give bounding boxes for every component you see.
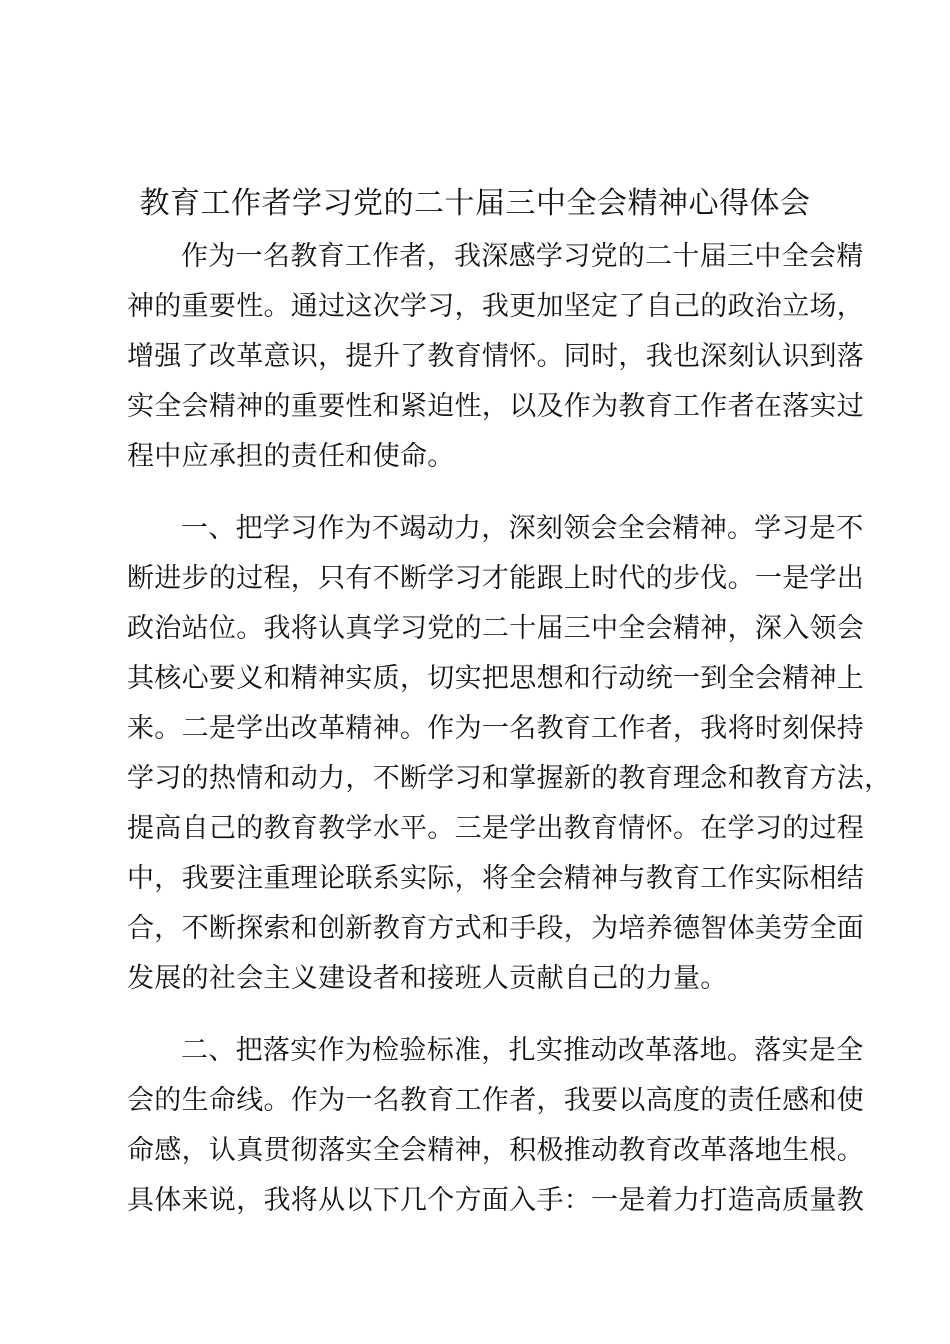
document-body (127, 232, 892, 1226)
paragraph-line: 神的重要性。通过这次学习，我更加坚定了自己的政治立场， (127, 291, 865, 322)
paragraph-line: 一、把学习作为不竭动力，深刻领会全会精神。学习是不 (181, 513, 864, 544)
paragraph-line: 学习的热情和动力，不断学习和掌握新的教育理念和教育方法， (127, 763, 892, 794)
paragraph-line: 二、把落实作为检验标准，扎实推动改革落地。落实是全 (181, 1035, 864, 1066)
paragraph-section-one (127, 504, 892, 1004)
paragraph-spacer (127, 1004, 827, 1026)
paragraph-line: 程中应承担的责任和使命。 (127, 441, 455, 472)
paragraph-line: 提高自己的教育教学水平。三是学出教育情怀。在学习的过程 (127, 813, 865, 844)
paragraph-line: 实全会精神的重要性和紧迫性，以及作为教育工作者在落实过 (127, 391, 865, 422)
paragraph-line: 合，不断探索和创新教育方式和手段，为培养德智体美劳全面 (127, 913, 865, 944)
paragraph-line: 断进步的过程，只有不断学习才能跟上时代的步伐。一是学出 (127, 563, 865, 594)
paragraph-spacer (127, 482, 827, 504)
paragraph-section-two (127, 1026, 865, 1226)
paragraph-line: 来。二是学出改革精神。作为一名教育工作者，我将时刻保持 (127, 713, 865, 744)
paragraph-line: 具体来说，我将从以下几个方面入手：一是着力打造高质量教 (127, 1185, 865, 1216)
paragraph-line: 中，我要注重理论联系实际，将全会精神与教育工作实际相结 (127, 863, 865, 894)
paragraph-line: 增强了改革意识，提升了教育情怀。同时，我也深刻认识到落 (127, 341, 865, 372)
document-title: 教育工作者学习党的二十届三中全会精神心得体会 (139, 186, 811, 221)
paragraph-line: 作为一名教育工作者，我深感学习党的二十届三中全会精 (181, 241, 864, 272)
paragraph-line: 其核心要义和精神实质，切实把思想和行动统一到全会精神上 (127, 663, 865, 694)
paragraph-line: 政治站位。我将认真学习党的二十届三中全会精神，深入领会 (127, 613, 865, 644)
paragraph-line: 命感，认真贯彻落实全会精神，积极推动教育改革落地生根。 (127, 1135, 865, 1166)
paragraph-intro (127, 232, 865, 482)
paragraph-line: 会的生命线。作为一名教育工作者，我要以高度的责任感和使 (127, 1085, 865, 1116)
paragraph-line: 发展的社会主义建设者和接班人贡献自己的力量。 (127, 963, 728, 994)
